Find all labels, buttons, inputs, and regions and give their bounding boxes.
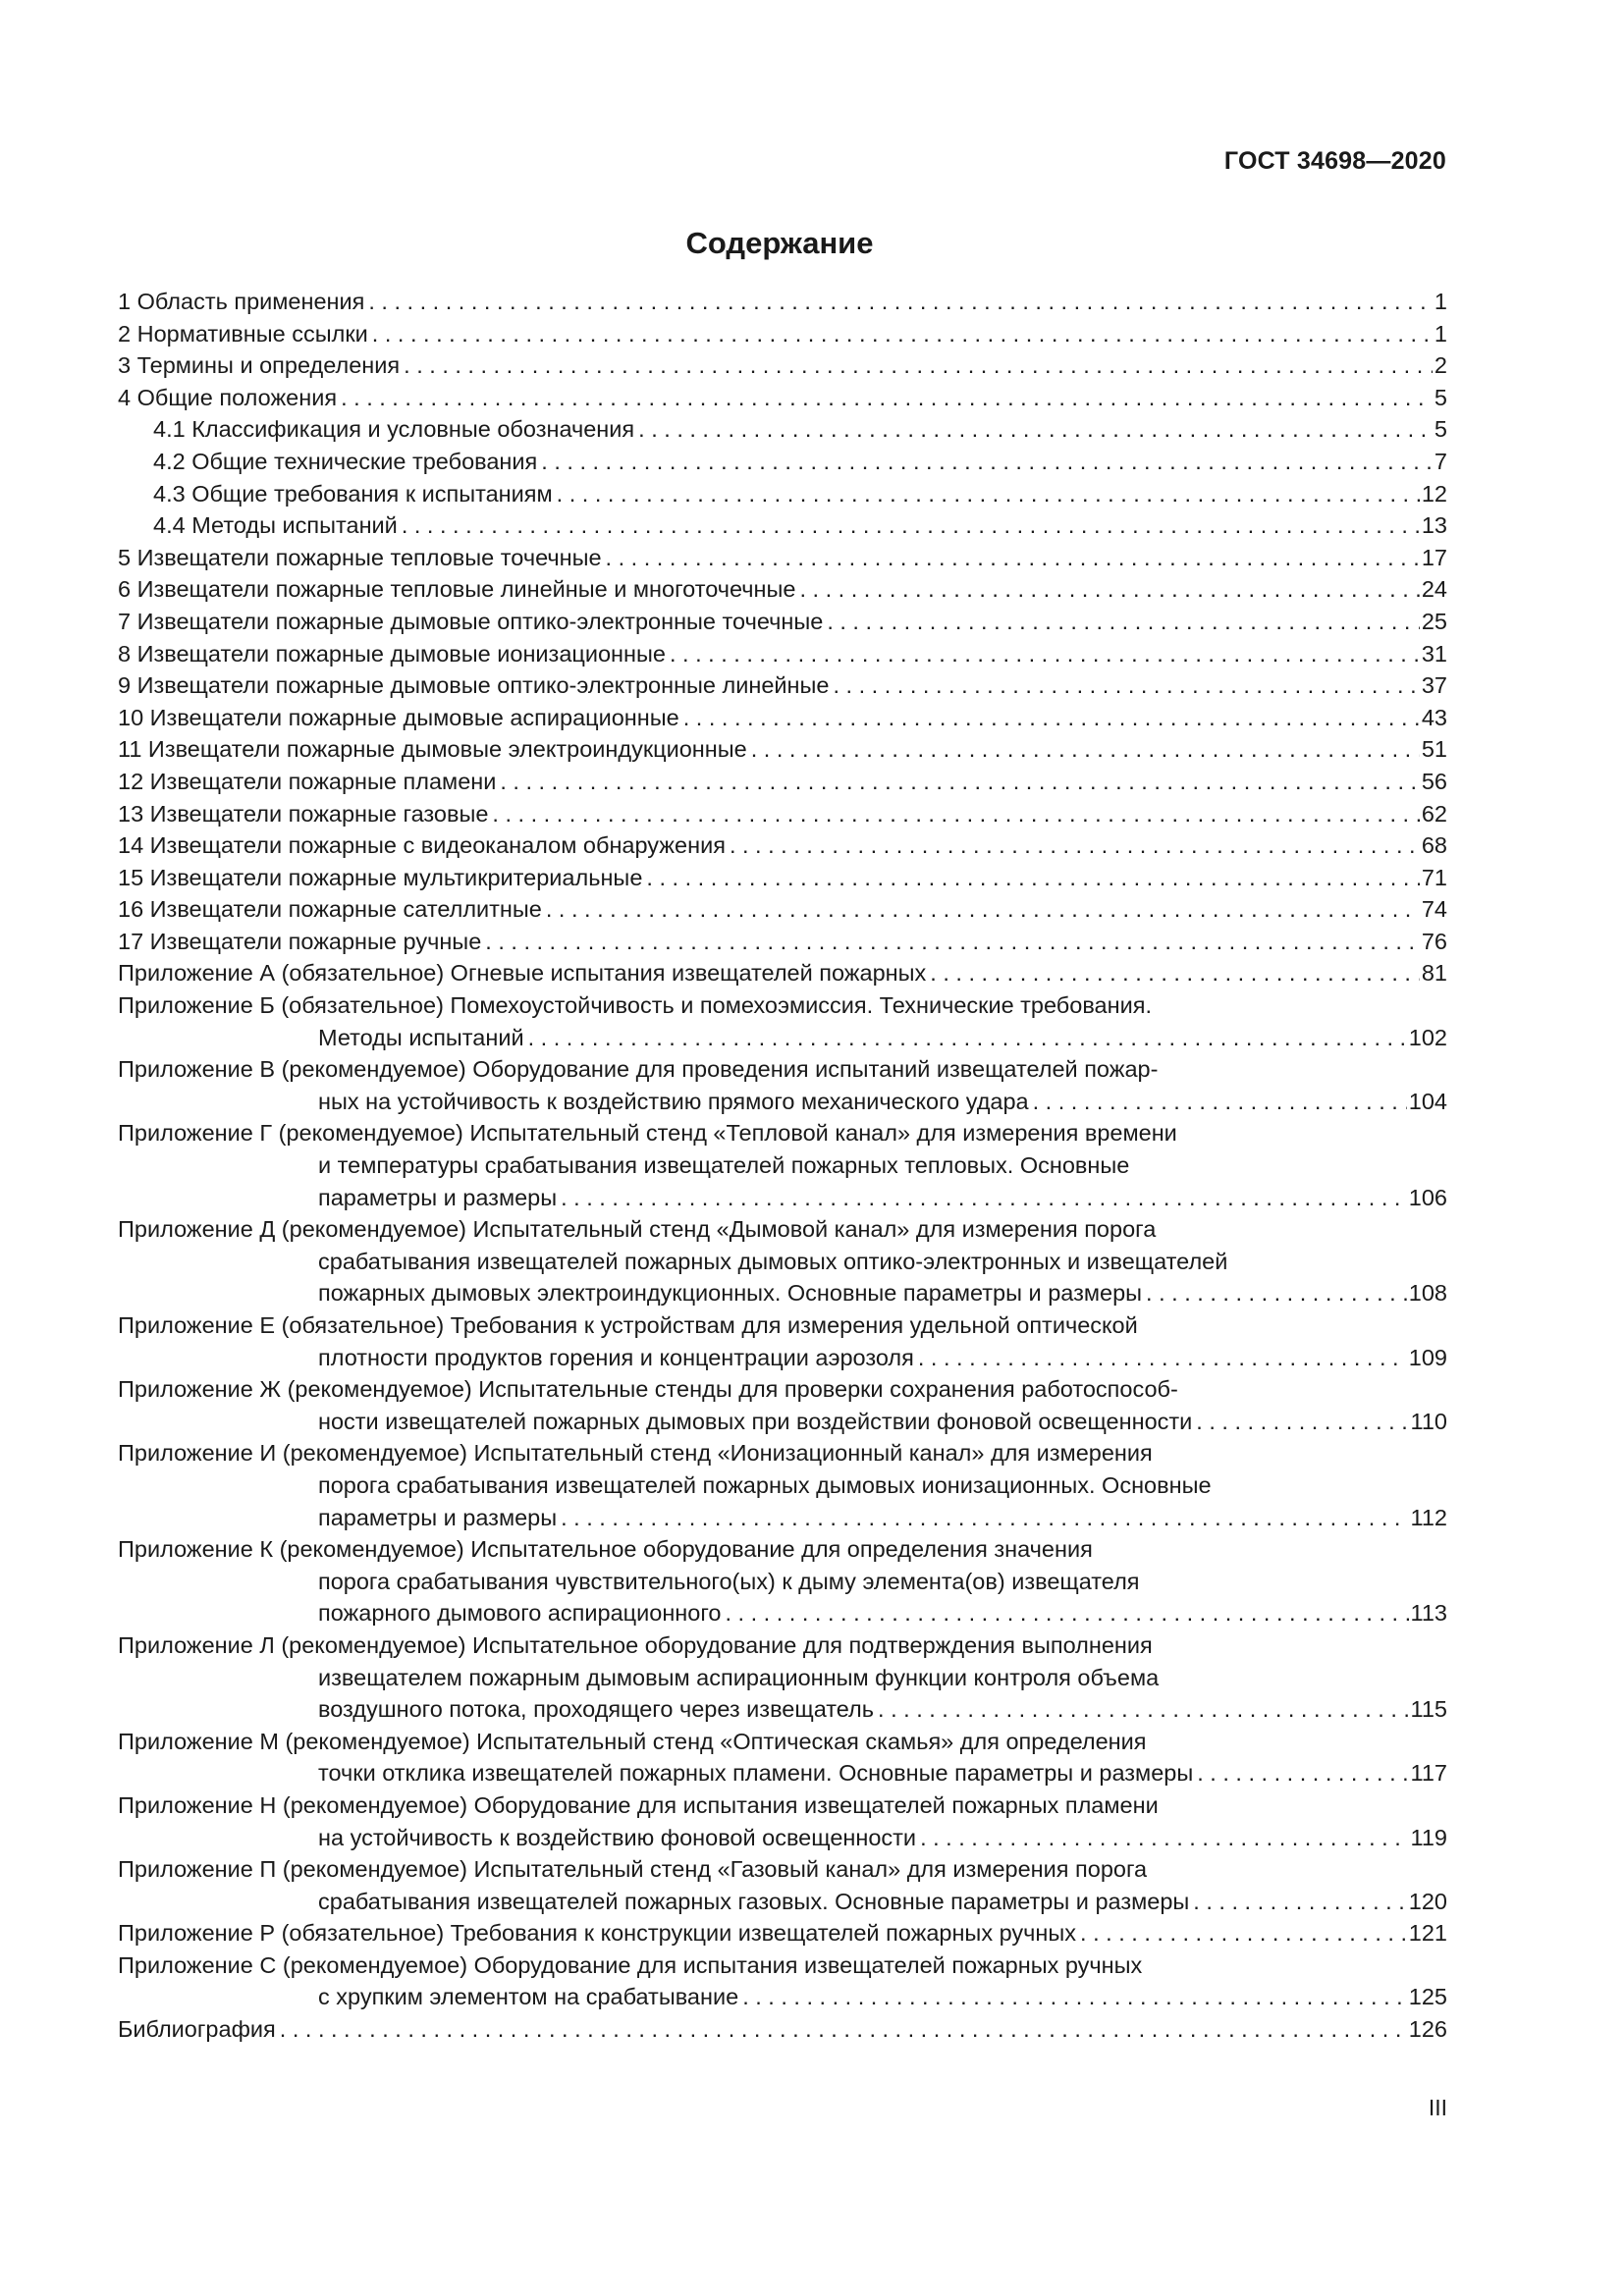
toc-entry-title: пожарных дымовых электроиндукционных. Основные параметры и размеры — [318, 1280, 1143, 1307]
toc-leader-dots — [368, 286, 1433, 318]
toc-leader-dots — [541, 446, 1433, 478]
toc-page-number: 121 — [1408, 1920, 1447, 1947]
toc-entry-title: Приложение С (рекомендуемое) Оборудование для испытания извещателей пожарных ручных — [118, 1951, 1143, 1978]
toc-page-number: 117 — [1410, 1760, 1447, 1787]
toc-entry[interactable] — [118, 638, 1447, 670]
toc-entry[interactable] — [118, 766, 1447, 798]
toc-entry-line[interactable] — [118, 1469, 1447, 1502]
toc-entry-title: 4 Общие положения — [118, 384, 338, 410]
toc-leader-dots — [930, 957, 1420, 989]
standard-code: ГОСТ 34698—2020 — [1223, 147, 1446, 175]
toc-entry[interactable] — [118, 798, 1447, 830]
page-title: Содержание — [685, 226, 874, 260]
toc-page-number: 17 — [1421, 544, 1447, 570]
toc-entry-title: Приложение П (рекомендуемое) Испытательный стенд «Газовый канал» для измерения порога — [118, 1856, 1148, 1883]
toc-entry[interactable] — [118, 382, 1447, 414]
toc-page-number: 104 — [1408, 1088, 1447, 1114]
toc-leader-dots — [546, 893, 1420, 926]
toc-entry-line[interactable] — [118, 1437, 1447, 1469]
toc-entry[interactable] — [118, 1886, 1447, 1918]
toc-entry-title: Приложение Р (обязательное) Требования к конструкции извещателей пожарных ручных — [118, 1920, 1077, 1947]
toc-page-number: 74 — [1421, 896, 1447, 923]
toc-entry-line[interactable] — [118, 1566, 1447, 1598]
toc-leader-dots — [402, 509, 1420, 542]
toc-entry-title: Приложение Ж (рекомендуемое) Испытательные стенды для проверки сохранения работоспособ- — [118, 1376, 1178, 1403]
toc-entry[interactable] — [118, 318, 1447, 350]
toc-entry-title: 16 Извещатели пожарные сателлитные — [118, 896, 542, 923]
toc-page-number: 108 — [1408, 1280, 1447, 1307]
toc-entry[interactable] — [118, 1182, 1447, 1214]
toc-leader-dots — [742, 1981, 1407, 2013]
toc-entry-title: Приложение Г (рекомендуемое) Испытательный стенд «Тепловой канал» для измерения времени — [118, 1120, 1177, 1147]
toc-entry[interactable] — [118, 446, 1447, 478]
toc-page-number: 109 — [1408, 1344, 1447, 1370]
toc-entry[interactable] — [118, 1502, 1447, 1534]
toc-entry-title: срабатывания извещателей пожарных газовых. Основные параметры и размеры — [318, 1888, 1190, 1914]
toc-entry-title: Приложение В (рекомендуемое) Оборудование для проведения испытаний извещателей пожар- — [118, 1056, 1159, 1083]
toc-entry-title: 7 Извещатели пожарные дымовые оптико-электронные точечные — [118, 608, 824, 634]
toc-entry-line[interactable] — [118, 1726, 1447, 1758]
toc-leader-dots — [1033, 1086, 1407, 1118]
toc-entry[interactable] — [118, 1086, 1447, 1118]
toc-page-number: 1 — [1434, 289, 1447, 314]
toc-entry-title: Приложение Д (рекомендуемое) Испытательный стенд «Дымовой канал» для измерения порога — [118, 1216, 1157, 1243]
toc-entry-line[interactable] — [118, 1949, 1447, 1982]
table-of-contents — [118, 286, 1447, 2046]
toc-entry-title: Приложение И (рекомендуемое) Испытательный стенд «Ионизационный канал» для измерения — [118, 1440, 1153, 1467]
toc-leader-dots — [557, 478, 1420, 510]
toc-leader-dots — [800, 573, 1420, 606]
toc-entry-title: 1 Область применения — [118, 289, 365, 314]
toc-entry-line[interactable] — [118, 1789, 1447, 1822]
toc-page-number: 56 — [1421, 768, 1447, 794]
toc-leader-dots — [485, 926, 1420, 958]
toc-entry[interactable] — [118, 1277, 1447, 1309]
toc-page-number: 2 — [1434, 352, 1447, 379]
toc-leader-dots — [725, 1597, 1408, 1629]
toc-page-number: 113 — [1410, 1600, 1447, 1627]
toc-leader-dots — [372, 318, 1433, 350]
toc-page-number: 125 — [1408, 1984, 1447, 2010]
toc-leader-dots — [1080, 1917, 1407, 1949]
toc-leader-dots — [833, 669, 1419, 702]
toc-entry-title: параметры и размеры — [318, 1504, 558, 1530]
toc-entry[interactable] — [118, 1597, 1447, 1629]
toc-entry[interactable] — [118, 1981, 1447, 2013]
toc-leader-dots — [1196, 1406, 1408, 1438]
toc-entry-title: 12 Извещатели пожарные пламени — [118, 768, 497, 794]
toc-page-number: 51 — [1421, 736, 1447, 763]
toc-entry-line[interactable] — [118, 1629, 1447, 1662]
toc-page-number: 126 — [1408, 2016, 1447, 2043]
toc-entry[interactable] — [118, 349, 1447, 382]
toc-page-number: 31 — [1421, 640, 1447, 667]
toc-entry-title: 4.2 Общие технические требования — [153, 448, 538, 474]
toc-leader-dots — [1146, 1277, 1407, 1309]
toc-entry-line[interactable] — [118, 1246, 1447, 1278]
toc-page-number: 12 — [1421, 480, 1447, 507]
toc-page-number: 102 — [1408, 1024, 1447, 1050]
toc-entry[interactable] — [118, 733, 1447, 766]
toc-entry-title: 17 Извещатели пожарные ручные — [118, 928, 482, 954]
toc-leader-dots — [683, 702, 1420, 734]
toc-entry-title: воздушного потока, проходящего через извещатель — [318, 1696, 875, 1723]
toc-entry-line[interactable] — [118, 1373, 1447, 1406]
toc-entry[interactable] — [118, 1693, 1447, 1726]
toc-entry[interactable] — [118, 606, 1447, 638]
toc-page-number: 13 — [1421, 512, 1447, 539]
toc-entry-title: ности извещателей пожарных дымовых при воздействии фоновой освещенности — [318, 1408, 1193, 1434]
toc-entry-title: 15 Извещатели пожарные мультикритериальные — [118, 864, 643, 890]
toc-entry-title: пожарного дымового аспирационного — [318, 1600, 722, 1627]
toc-entry-title: Приложение Н (рекомендуемое) Оборудование для испытания извещателей пожарных пламени — [118, 1791, 1159, 1818]
toc-entry-title: точки отклика извещателей пожарных пламени. Основные параметры и размеры — [318, 1760, 1194, 1787]
toc-entry[interactable] — [118, 862, 1447, 894]
toc-page-number: 112 — [1410, 1504, 1447, 1530]
toc-entry-title: извещателем пожарным дымовым аспирационным функции контроля объема — [318, 1664, 1160, 1690]
toc-entry-line[interactable] — [118, 1213, 1447, 1246]
toc-page-number: 120 — [1408, 1888, 1447, 1914]
toc-page-number: 25 — [1421, 608, 1447, 634]
toc-leader-dots — [606, 542, 1420, 574]
toc-entry[interactable] — [118, 957, 1447, 989]
toc-leader-dots — [751, 733, 1420, 766]
toc-entry-title: параметры и размеры — [318, 1184, 558, 1210]
toc-entry-title: с хрупким элементом на срабатывание — [318, 1984, 739, 2010]
page-number: III — [1428, 2095, 1447, 2120]
toc-entry-line[interactable] — [118, 1053, 1447, 1086]
toc-entry[interactable] — [118, 1342, 1447, 1374]
toc-entry-title: Приложение М (рекомендуемое) Испытательный стенд «Оптическая скамья» для определения — [118, 1728, 1147, 1754]
toc-entry[interactable] — [118, 926, 1447, 958]
toc-entry-title: 3 Термины и определения — [118, 352, 401, 379]
toc-entry-title: 4.3 Общие требования к испытаниям — [153, 480, 553, 507]
toc-entry-line[interactable] — [118, 1117, 1447, 1149]
toc-entry-title: 10 Извещатели пожарные дымовые аспирационные — [118, 704, 679, 730]
toc-entry-title: порога срабатывания чувствительного(ых) к дыму элемента(ов) извещателя — [318, 1568, 1140, 1594]
toc-entry[interactable] — [118, 669, 1447, 702]
toc-page-number: 62 — [1421, 800, 1447, 827]
toc-page-number: 106 — [1408, 1184, 1447, 1210]
toc-page-number: 7 — [1434, 448, 1447, 474]
toc-entry-title: Приложение Л (рекомендуемое) Испытательное оборудование для подтверждения выполнения — [118, 1631, 1153, 1658]
toc-entry[interactable] — [118, 478, 1447, 510]
toc-page-number: 1 — [1434, 320, 1447, 347]
toc-entry-title: Приложение К (рекомендуемое) Испытательное оборудование для определения значения — [118, 1536, 1093, 1563]
toc-entry-title: 9 Извещатели пожарные дымовые оптико-электронные линейные — [118, 672, 830, 699]
toc-leader-dots — [561, 1502, 1408, 1534]
toc-leader-dots — [920, 1822, 1408, 1854]
toc-page-number: 76 — [1421, 928, 1447, 954]
toc-page-number: 81 — [1421, 960, 1447, 987]
toc-leader-dots — [492, 798, 1419, 830]
toc-entry-title: Методы испытаний — [318, 1024, 524, 1050]
toc-entry[interactable] — [118, 413, 1447, 446]
toc-leader-dots — [878, 1693, 1409, 1726]
toc-leader-dots — [827, 606, 1420, 638]
toc-entry[interactable] — [118, 893, 1447, 926]
toc-page-number: 115 — [1410, 1696, 1447, 1723]
toc-entry-title: 4.1 Классификация и условные обозначения — [153, 416, 635, 443]
toc-page-number: 5 — [1434, 416, 1447, 443]
toc-entry-line[interactable] — [118, 989, 1447, 1022]
toc-entry-line[interactable] — [118, 1309, 1447, 1342]
toc-entry-title: 5 Извещатели пожарные тепловые точечные — [118, 544, 602, 570]
toc-leader-dots — [561, 1182, 1407, 1214]
toc-leader-dots — [638, 413, 1433, 446]
toc-leader-dots — [500, 766, 1419, 798]
toc-leader-dots — [918, 1342, 1407, 1374]
toc-leader-dots — [730, 829, 1420, 862]
toc-entry[interactable] — [118, 1757, 1447, 1789]
toc-entry[interactable] — [118, 829, 1447, 862]
toc-entry[interactable] — [118, 1022, 1447, 1054]
toc-leader-dots — [341, 382, 1433, 414]
toc-entry-title: Приложение Е (обязательное) Требования к устройствам для измерения удельной оптической — [118, 1312, 1138, 1338]
toc-entry-title: Приложение А (обязательное) Огневые испытания извещателей пожарных — [118, 960, 927, 987]
toc-entry-title: 2 Нормативные ссылки — [118, 320, 368, 347]
toc-page-number: 110 — [1410, 1408, 1447, 1434]
toc-entry-title: Библиография — [118, 2016, 276, 2043]
toc-page-number: 71 — [1421, 864, 1447, 890]
toc-leader-dots — [528, 1022, 1407, 1054]
toc-entry-title: ных на устойчивость к воздействию прямого механического удара — [318, 1088, 1029, 1114]
toc-entry-title: 13 Извещатели пожарные газовые — [118, 800, 489, 827]
toc-entry-title: и температуры срабатывания извещателей пожарных тепловых. Основные — [318, 1152, 1130, 1179]
toc-entry[interactable] — [118, 2013, 1447, 2046]
toc-entry[interactable] — [118, 509, 1447, 542]
toc-entry-title: плотности продуктов горения и концентрации аэрозоля — [318, 1344, 914, 1370]
toc-entry[interactable] — [118, 1822, 1447, 1854]
toc-entry[interactable] — [118, 542, 1447, 574]
toc-entry-title: Приложение Б (обязательное) Помехоустойчивость и помехоэмиссия. Технические требования. — [118, 992, 1152, 1019]
toc-page-number: 68 — [1421, 832, 1447, 859]
toc-entry[interactable] — [118, 286, 1447, 318]
toc-entry-title: 6 Извещатели пожарные тепловые линейные и многоточечные — [118, 576, 796, 603]
toc-page-number: 43 — [1421, 704, 1447, 730]
toc-entry-line[interactable] — [118, 1662, 1447, 1694]
toc-entry[interactable] — [118, 1917, 1447, 1949]
toc-page-number: 119 — [1410, 1824, 1447, 1850]
toc-entry[interactable] — [118, 702, 1447, 734]
toc-entry-line[interactable] — [118, 1149, 1447, 1182]
toc-entry-title: срабатывания извещателей пожарных дымовых оптико-электронных и извещателей — [318, 1248, 1228, 1274]
toc-leader-dots — [1193, 1886, 1406, 1918]
toc-entry-title: на устойчивость к воздействию фоновой освещенности — [318, 1824, 917, 1850]
toc-entry-title: 14 Извещатели пожарные с видеоканалом обнаружения — [118, 832, 726, 859]
toc-leader-dots — [1197, 1757, 1408, 1789]
toc-entry-title: порога срабатывания извещателей пожарных дымовых ионизационных. Основные — [318, 1471, 1212, 1498]
toc-entry-title: 8 Извещатели пожарные дымовые ионизационные — [118, 640, 666, 667]
toc-entry-line[interactable] — [118, 1853, 1447, 1886]
toc-leader-dots — [670, 638, 1420, 670]
toc-page-number: 24 — [1421, 576, 1447, 603]
toc-entry-line[interactable] — [118, 1533, 1447, 1566]
toc-page-number: 5 — [1434, 384, 1447, 410]
toc-leader-dots — [646, 862, 1419, 894]
toc-leader-dots — [404, 349, 1433, 382]
toc-leader-dots — [280, 2013, 1407, 2046]
toc-entry-title: 4.4 Методы испытаний — [153, 512, 398, 539]
toc-entry-title: 11 Извещатели пожарные дымовые электроиндукционные — [118, 736, 747, 763]
toc-page-number: 37 — [1421, 672, 1447, 699]
toc-entry[interactable] — [118, 573, 1447, 606]
toc-entry[interactable] — [118, 1406, 1447, 1438]
